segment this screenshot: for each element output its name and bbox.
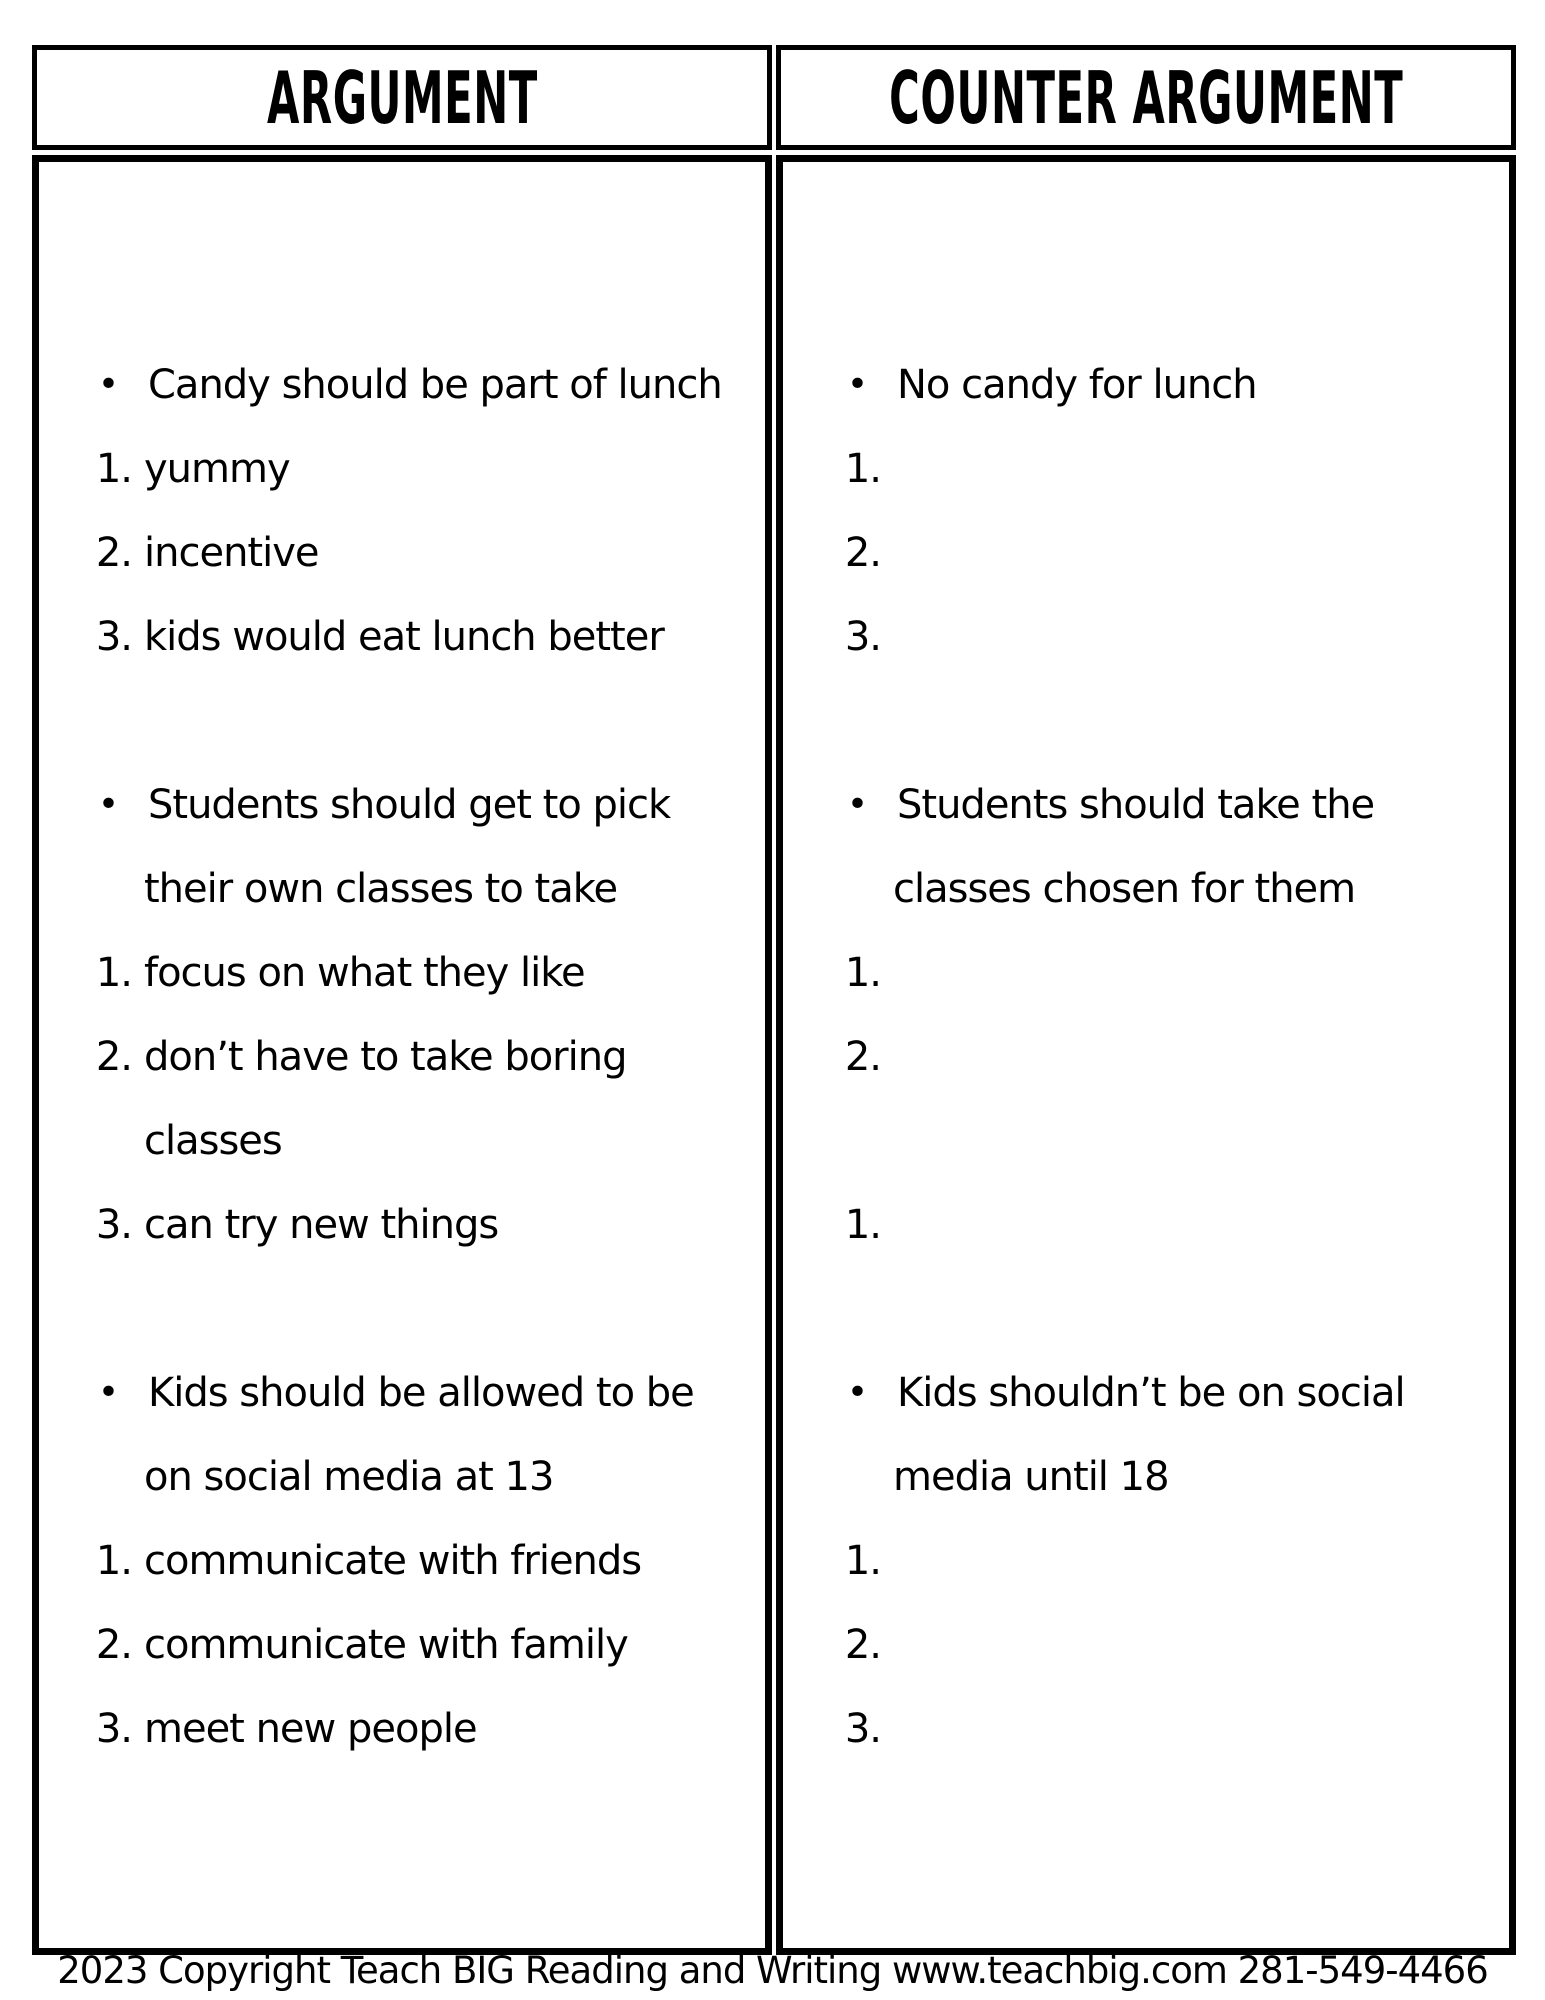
bullet-icon: •: [846, 1372, 868, 1413]
list-item: [84, 427, 757, 511]
list-number: 3.: [844, 614, 881, 660]
list-item: [84, 1183, 757, 1267]
list-number: 3.: [95, 614, 132, 660]
claim-row: [833, 1351, 1501, 1435]
bullet-icon: •: [846, 364, 868, 405]
list-item: [84, 511, 757, 595]
claim-row: [84, 1351, 757, 1435]
list-item: [84, 931, 757, 1015]
empty-marker: [833, 1099, 893, 1183]
claim-row: [833, 763, 1501, 847]
claim-text: Students should get to pick: [148, 782, 671, 828]
blank-answer-line: [893, 1099, 1501, 1183]
blank-list-item: [833, 1183, 1501, 1267]
list-number: 2.: [844, 1622, 881, 1668]
empty-marker: [833, 1435, 893, 1519]
argument-section-candy: [84, 343, 757, 679]
list-item: [84, 1015, 757, 1099]
bullet-icon: •: [846, 784, 868, 825]
list-text: communicate with family: [144, 1622, 628, 1668]
counter-argument-column-content: [783, 162, 1509, 1771]
list-number: 3.: [95, 1202, 132, 1248]
list-number: 1.: [844, 1538, 881, 1584]
blank-answer-line: [893, 1519, 1501, 1603]
counter-argument-header-title: COUNTER ARGUMENT: [888, 55, 1404, 140]
list-number: 2.: [844, 530, 881, 576]
list-number: 2.: [95, 530, 132, 576]
list-number: 1.: [95, 1538, 132, 1584]
blank-answer-line: [893, 931, 1501, 1015]
blank-list-item: [833, 595, 1501, 679]
blank-list-item: [833, 1687, 1501, 1771]
empty-marker: [833, 847, 893, 931]
blank-answer-line: [893, 1603, 1501, 1687]
empty-marker: [84, 1435, 144, 1519]
counter-argument-header-box: [776, 45, 1516, 150]
copyright-footer: 2023 Copyright Teach BIG Reading and Writing www.teachbig.com 281-549-4466: [57, 1949, 1488, 1992]
claim-text: classes chosen for them: [893, 866, 1356, 912]
argument-section-social-media: [84, 1351, 757, 1771]
argument-column-content: [39, 162, 765, 1771]
claim-continuation-row: [84, 847, 757, 931]
list-number: 1.: [95, 950, 132, 996]
blank-list-item: [833, 511, 1501, 595]
claim-text: Kids should be allowed to be: [148, 1370, 694, 1416]
bullet-icon: •: [97, 364, 119, 405]
list-number: 2.: [95, 1622, 132, 1668]
spacer-row: [833, 1099, 1501, 1183]
claim-row: [833, 343, 1501, 427]
counter-section-classes: [833, 763, 1501, 1267]
list-number: 2.: [95, 1034, 132, 1080]
claim-text: Candy should be part of lunch: [148, 362, 722, 408]
empty-marker: [84, 847, 144, 931]
claim-row: [84, 763, 757, 847]
counter-section-candy: [833, 343, 1501, 679]
counter-section-social-media: [833, 1351, 1501, 1771]
list-text: yummy: [144, 446, 290, 492]
claim-text: on social media at 13: [144, 1454, 554, 1500]
blank-list-item: [833, 1015, 1501, 1099]
blank-answer-line: [893, 427, 1501, 511]
argument-header-box: [32, 45, 772, 150]
claim-continuation-row: [833, 847, 1501, 931]
bullet-icon: •: [97, 784, 119, 825]
bullet-icon: •: [97, 1372, 119, 1413]
list-text: don’t have to take boring: [144, 1034, 627, 1080]
list-number: 1.: [844, 950, 881, 996]
list-number: 3.: [844, 1706, 881, 1752]
claim-continuation-row: [833, 1435, 1501, 1519]
blank-list-item: [833, 1519, 1501, 1603]
claim-row: [84, 343, 757, 427]
list-number: 2.: [844, 1034, 881, 1080]
argument-column: [32, 155, 772, 1955]
list-item-continuation: [84, 1099, 757, 1183]
argument-section-classes: [84, 763, 757, 1267]
claim-text: Kids shouldn’t be on social: [897, 1370, 1405, 1416]
claim-text: their own classes to take: [144, 866, 618, 912]
blank-answer-line: [893, 595, 1501, 679]
list-number: 1.: [844, 1202, 881, 1248]
list-item: [84, 595, 757, 679]
blank-answer-line: [893, 1687, 1501, 1771]
list-item: [84, 1519, 757, 1603]
list-item: [84, 1687, 757, 1771]
list-text: kids would eat lunch better: [144, 614, 664, 660]
claim-text: Students should take the: [897, 782, 1375, 828]
list-text: communicate with friends: [144, 1538, 642, 1584]
blank-list-item: [833, 427, 1501, 511]
claim-text: No candy for lunch: [897, 362, 1257, 408]
list-item: [84, 1603, 757, 1687]
list-text: incentive: [144, 530, 319, 576]
blank-answer-line: [893, 1183, 1501, 1267]
list-text: can try new things: [144, 1202, 499, 1248]
argument-header-title: ARGUMENT: [266, 55, 538, 140]
blank-answer-line: [893, 1015, 1501, 1099]
blank-list-item: [833, 931, 1501, 1015]
empty-marker: [84, 1099, 144, 1183]
list-text: classes: [144, 1118, 282, 1164]
claim-continuation-row: [84, 1435, 757, 1519]
blank-list-item: [833, 1603, 1501, 1687]
claim-text: media until 18: [893, 1454, 1169, 1500]
counter-argument-column: [776, 155, 1516, 1955]
list-number: 1.: [95, 446, 132, 492]
blank-answer-line: [893, 511, 1501, 595]
list-number: 3.: [95, 1706, 132, 1752]
list-text: meet new people: [144, 1706, 477, 1752]
list-text: focus on what they like: [144, 950, 585, 996]
list-number: 1.: [844, 446, 881, 492]
